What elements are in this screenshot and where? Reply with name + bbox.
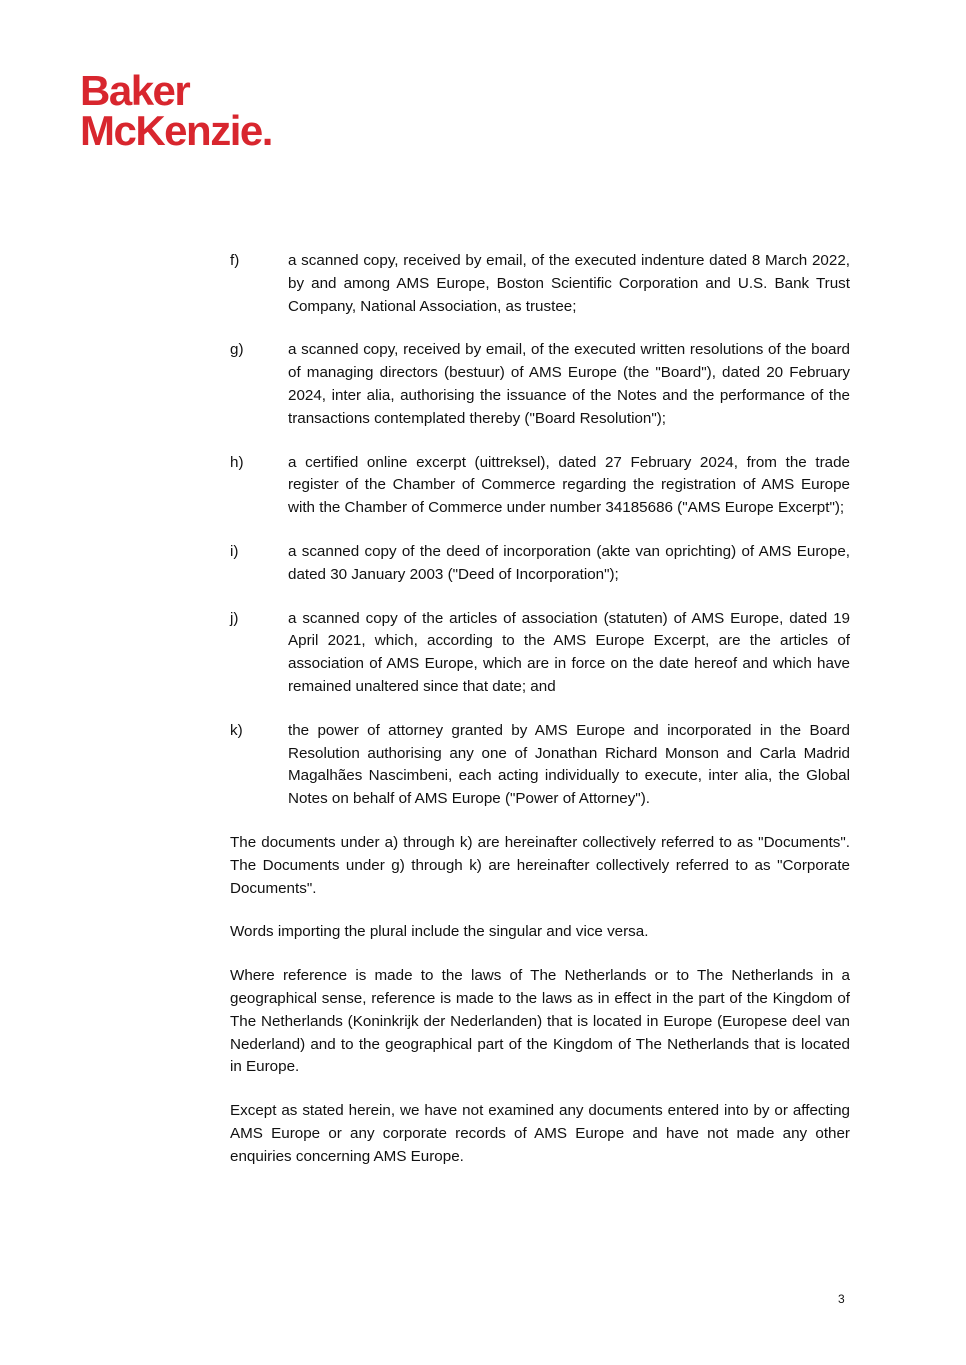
list-item-k [230,720,850,811]
list-item-label: k) [230,721,243,739]
document-body [230,250,850,1190]
list-item-g [230,339,850,430]
list-item-j [230,608,850,699]
list-item-text: a scanned copy of the articles of association (statuten) of AMS Europe, dated 19 April 2021, which, according to the AMS Europe Excerpt, are the articles of association of AMS Europe, which are in force on the date hereof and which have remained unaltered since that date; and [288,609,850,695]
list-item-label: f) [230,252,240,269]
paragraph-examination-scope: Except as stated herein, we have not examined any documents entered into by or affecting AMS Europe or any corporate records of AMS Europe and have not made any other enquiries concerning AMS Europe. [230,1102,850,1165]
list-item-text: a scanned copy, received by email, of the executed indenture dated 8 March 2022, by and among AMS Europe, Boston Scientific Corporation and U.S. Bank Trust Company, National Association, as trustee; [288,252,850,315]
paragraph-plural: Words importing the plural include the singular and vice versa. [230,923,649,941]
list-item-label: h) [230,453,244,471]
list-item-f [230,250,850,318]
list-item-i [230,541,850,587]
list-item-h [230,452,850,520]
list-item-label: i) [230,542,239,560]
list-item-text: a certified online excerpt (uittreksel), dated 27 February 2024, from the trade register of the Chamber of Commerce regarding the registration of AMS Europe with the Chamber of Commerce under number 34185686 ("AMS Europe Excerpt"); [288,453,850,517]
paragraph-documents-definition: The documents under a) through k) are hereinafter collectively referred to as "Documents". The Documents under g) through k) are hereinafter collectively referred to as "Corporate Documents". [230,833,850,897]
list-item-text: the power of attorney granted by AMS Europe and incorporated in the Board Resolution authorising any one of Jonathan Richard Monson and Carla Madrid Magalhães Nascimbeni, each acting individually to execute, inter alia, the Global Notes on behalf of AMS Europe ("Power of Attorney"). [288,721,850,808]
logo-line-1: Baker [80,67,190,114]
baker-mckenzie-logo [80,67,272,154]
list-item-text: a scanned copy of the deed of incorporation (akte van oprichting) of AMS Europe, dated 30 January 2003 ("Deed of Incorporation"); [288,542,850,583]
logo-line-2: McKenzie. [80,107,272,154]
list-item-label: j) [230,609,239,627]
page-number: 3 [838,1292,845,1306]
paragraph-netherlands-reference: Where reference is made to the laws of The Netherlands or to The Netherlands in a geographical sense, reference is made to the laws as in effect in the part of the Kingdom of The Netherlands (Koninkrijk der Nederlanden) that is located in Europe (Europese deel van Nederland) and to the geographical part of the Kingdom of The Netherlands that is located in Europe. [230,967,850,1076]
list-item-text: a scanned copy, received by email, of the executed written resolutions of the board of managing directors (bestuur) of AMS Europe (the "Board"), dated 20 February 2024, inter alia, authorising the issuance of the Notes and the performance of the transactions contemplated thereby ("Board Resolution"); [288,341,850,427]
list-item-label: g) [230,341,244,359]
